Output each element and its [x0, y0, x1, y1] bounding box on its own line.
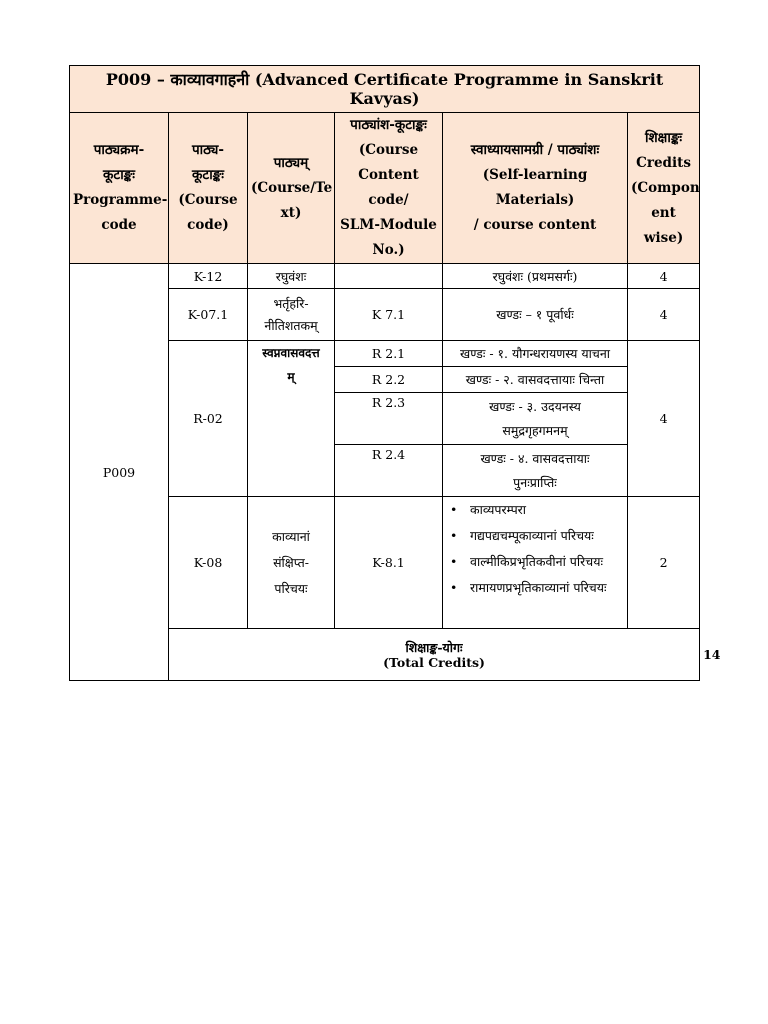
header-course-text: पाठ्यम् (Course/Te xt)	[248, 113, 335, 264]
list-item: • रामायणप्रभृतिकाव्यानां परिचयः	[446, 575, 624, 601]
credits-cell: 4	[628, 264, 700, 289]
topic-list	[446, 497, 624, 601]
content-code-cell: R 2.3	[335, 393, 443, 445]
content-code-cell	[335, 264, 443, 289]
course-text-cell: स्वप्नवासवदत्त म्	[248, 341, 335, 497]
course-text-cell: काव्यानां संक्षिप्त- परिचयः	[248, 497, 335, 629]
material-cell: खण्डः – १ पूर्वार्धः	[443, 289, 628, 341]
total-row: शिक्षाङ्क-योगः (Total Credits) 14	[70, 629, 700, 681]
material-cell	[443, 497, 628, 629]
table-title: P009 – काव्यावगाहनी (Advanced Certificate Programme in Sanskrit Kavyas)	[70, 66, 700, 113]
table-row	[70, 264, 700, 289]
course-text-cell: भर्तृहरि- नीतिशतकम्	[248, 289, 335, 341]
header-credits: शिक्षाङ्कः Credits (Compon ent wise)	[628, 113, 700, 264]
credits-cell: 4	[628, 289, 700, 341]
material-cell: रघुवंशः (प्रथमसर्गः)	[443, 264, 628, 289]
content-code-cell: K 7.1	[335, 289, 443, 341]
credits-cell: 2	[628, 497, 700, 629]
list-item: • वाल्मीकिप्रभृतिकवीनां परिचयः	[446, 549, 624, 575]
content-code-cell: K-8.1	[335, 497, 443, 629]
content-code-cell: R 2.1	[335, 341, 443, 367]
material-cell: खण्डः - १. यौगन्धरायणस्य याचना	[443, 341, 628, 367]
material-cell: खण्डः - २. वासवदत्तायाः चिन्ता	[443, 367, 628, 393]
header-content-code: पाठ्यांश-कूटाङ्कः (Course Content code/ SLM-Module No.)	[335, 113, 443, 264]
programme-code-cell: P009	[70, 264, 169, 681]
total-label: शिक्षाङ्क-योगः (Total Credits)	[169, 629, 700, 681]
course-code-cell: K-12	[169, 264, 248, 289]
programme-table	[69, 65, 721, 681]
content-code-cell: R 2.4	[335, 445, 443, 497]
course-code-cell: K-07.1	[169, 289, 248, 341]
content-code-cell: R 2.2	[335, 367, 443, 393]
credits-cell: 4	[628, 341, 700, 497]
header-slm: स्वाध्यायसामग्री / पाठ्यांशः (Self-learning Materials) / course content	[443, 113, 628, 264]
course-text-cell: रघुवंशः	[248, 264, 335, 289]
course-code-cell: K-08	[169, 497, 248, 629]
list-item: • गद्यपद्यचम्पूकाव्यानां परिचयः	[446, 523, 624, 549]
header-row	[70, 113, 700, 264]
header-programme-code: पाठ्यक्रम- कूटाङ्कः Programme- code	[70, 113, 169, 264]
material-cell: खण्डः - ४. वासवदत्तायाः पुनःप्राप्तिः	[443, 445, 628, 497]
course-code-cell: R-02	[169, 341, 248, 497]
material-cell: खण्डः - ३. उदयनस्य समुद्रगृहगमनम्	[443, 393, 628, 445]
list-item: • काव्यपरम्परा	[446, 497, 624, 523]
header-course-code: पाठ्य- कूटाङ्कः (Course code)	[169, 113, 248, 264]
